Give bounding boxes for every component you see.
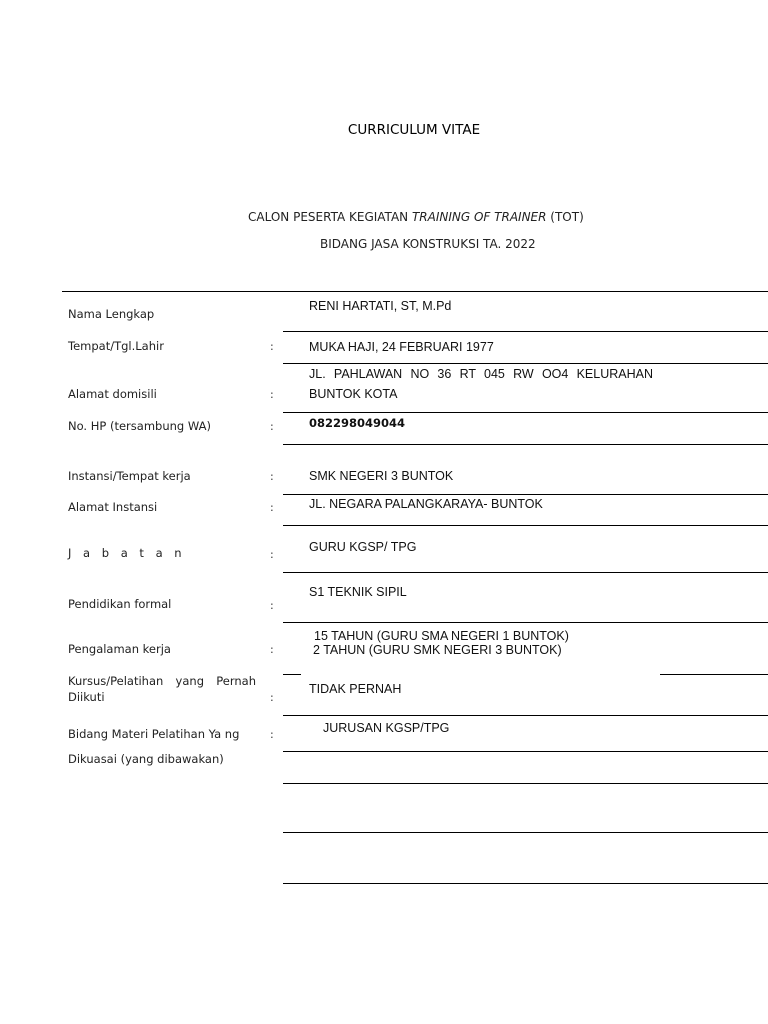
subtitle-suffix: (TOT) (550, 210, 584, 224)
colon-kursus: : (270, 691, 274, 704)
label-alamat: Alamat domisili (68, 387, 157, 401)
value-alamat-instansi: JL. NEGARA PALANGKARAYA- BUNTOK (309, 497, 543, 511)
rule-pengalaman-right (660, 674, 768, 675)
subtitle-line-2: BIDANG JASA KONSTRUKSI TA. 2022 (320, 237, 536, 251)
rule-pendidikan (283, 622, 768, 623)
value-kursus: TIDAK PERNAH (309, 682, 402, 696)
value-ttl: MUKA HAJI, 24 FEBRUARI 1977 (309, 340, 494, 354)
rule-pengalaman-left (283, 674, 301, 675)
value-instansi: SMK NEGERI 3 BUNTOK (309, 469, 454, 483)
colon-jabatan: : (270, 548, 274, 561)
blank-rule-2 (283, 832, 768, 833)
label-kursus-line-1: Kursus/Pelatihan yang Pernah (68, 674, 256, 688)
colon-instansi: : (270, 470, 274, 483)
value-jabatan: GURU KGSP/ TPG (309, 540, 417, 554)
value-pendidikan: S1 TEKNIK SIPIL (309, 585, 407, 599)
rule-ttl (283, 363, 768, 364)
label-nama: Nama Lengkap (68, 307, 155, 321)
rule-alamat (283, 412, 768, 413)
colon-alamat: : (270, 388, 274, 401)
colon-pengalaman: : (270, 643, 274, 656)
rule-bidang (283, 751, 768, 752)
label-hp: No. HP (tersambung WA) (68, 419, 211, 433)
subtitle-prefix: CALON PESERTA KEGIATAN (248, 210, 409, 224)
subtitle-line-1 (248, 210, 584, 224)
rule-hp (283, 444, 768, 445)
label-bidang-line-2: Dikuasai (yang dibawakan) (68, 752, 224, 766)
subtitle-italic: TRAINING OF TRAINER (411, 210, 547, 224)
label-instansi: Instansi/Tempat kerja (68, 469, 191, 483)
colon-alamat-instansi: : (270, 501, 274, 514)
label-pengalaman: Pengalaman kerja (68, 642, 171, 656)
rule-alamat-instansi (283, 525, 768, 526)
label-alamat-instansi: Alamat Instansi (68, 500, 158, 514)
blank-rule-3 (283, 883, 768, 884)
value-alamat-line-2: BUNTOK KOTA (309, 387, 398, 401)
value-pengalaman-line-1: 15 TAHUN (GURU SMA NEGERI 1 BUNTOK) (314, 629, 569, 643)
label-ttl: Tempat/Tgl.Lahir (68, 339, 164, 353)
top-rule (62, 291, 768, 292)
blank-rule-1 (283, 783, 768, 784)
colon-hp: : (270, 420, 274, 433)
colon-ttl: : (270, 340, 274, 353)
label-pendidikan: Pendidikan formal (68, 597, 172, 611)
label-jabatan: J a b a t a n (68, 546, 186, 560)
document-title: CURRICULUM VITAE (347, 122, 481, 138)
value-hp: 082298049044 (309, 416, 406, 430)
rule-jabatan (283, 572, 768, 573)
value-pengalaman-line-2: 2 TAHUN (GURU SMK NEGERI 3 BUNTOK) (313, 643, 562, 657)
value-nama: RENI HARTATI, ST, M.Pd (309, 299, 452, 313)
rule-instansi (283, 494, 768, 495)
label-kursus-line-2: Diikuti (68, 690, 105, 704)
rule-nama (283, 331, 768, 332)
rule-kursus (283, 715, 768, 716)
value-bidang: JURUSAN KGSP/TPG (323, 721, 450, 735)
label-bidang-line-1: Bidang Materi Pelatihan Ya ng (68, 727, 240, 741)
colon-pendidikan: : (270, 599, 274, 612)
colon-bidang: : (270, 728, 274, 741)
value-alamat-line-1: JL. PAHLAWAN NO 36 RT 045 RW OO4 KELURAHAN (309, 367, 653, 381)
